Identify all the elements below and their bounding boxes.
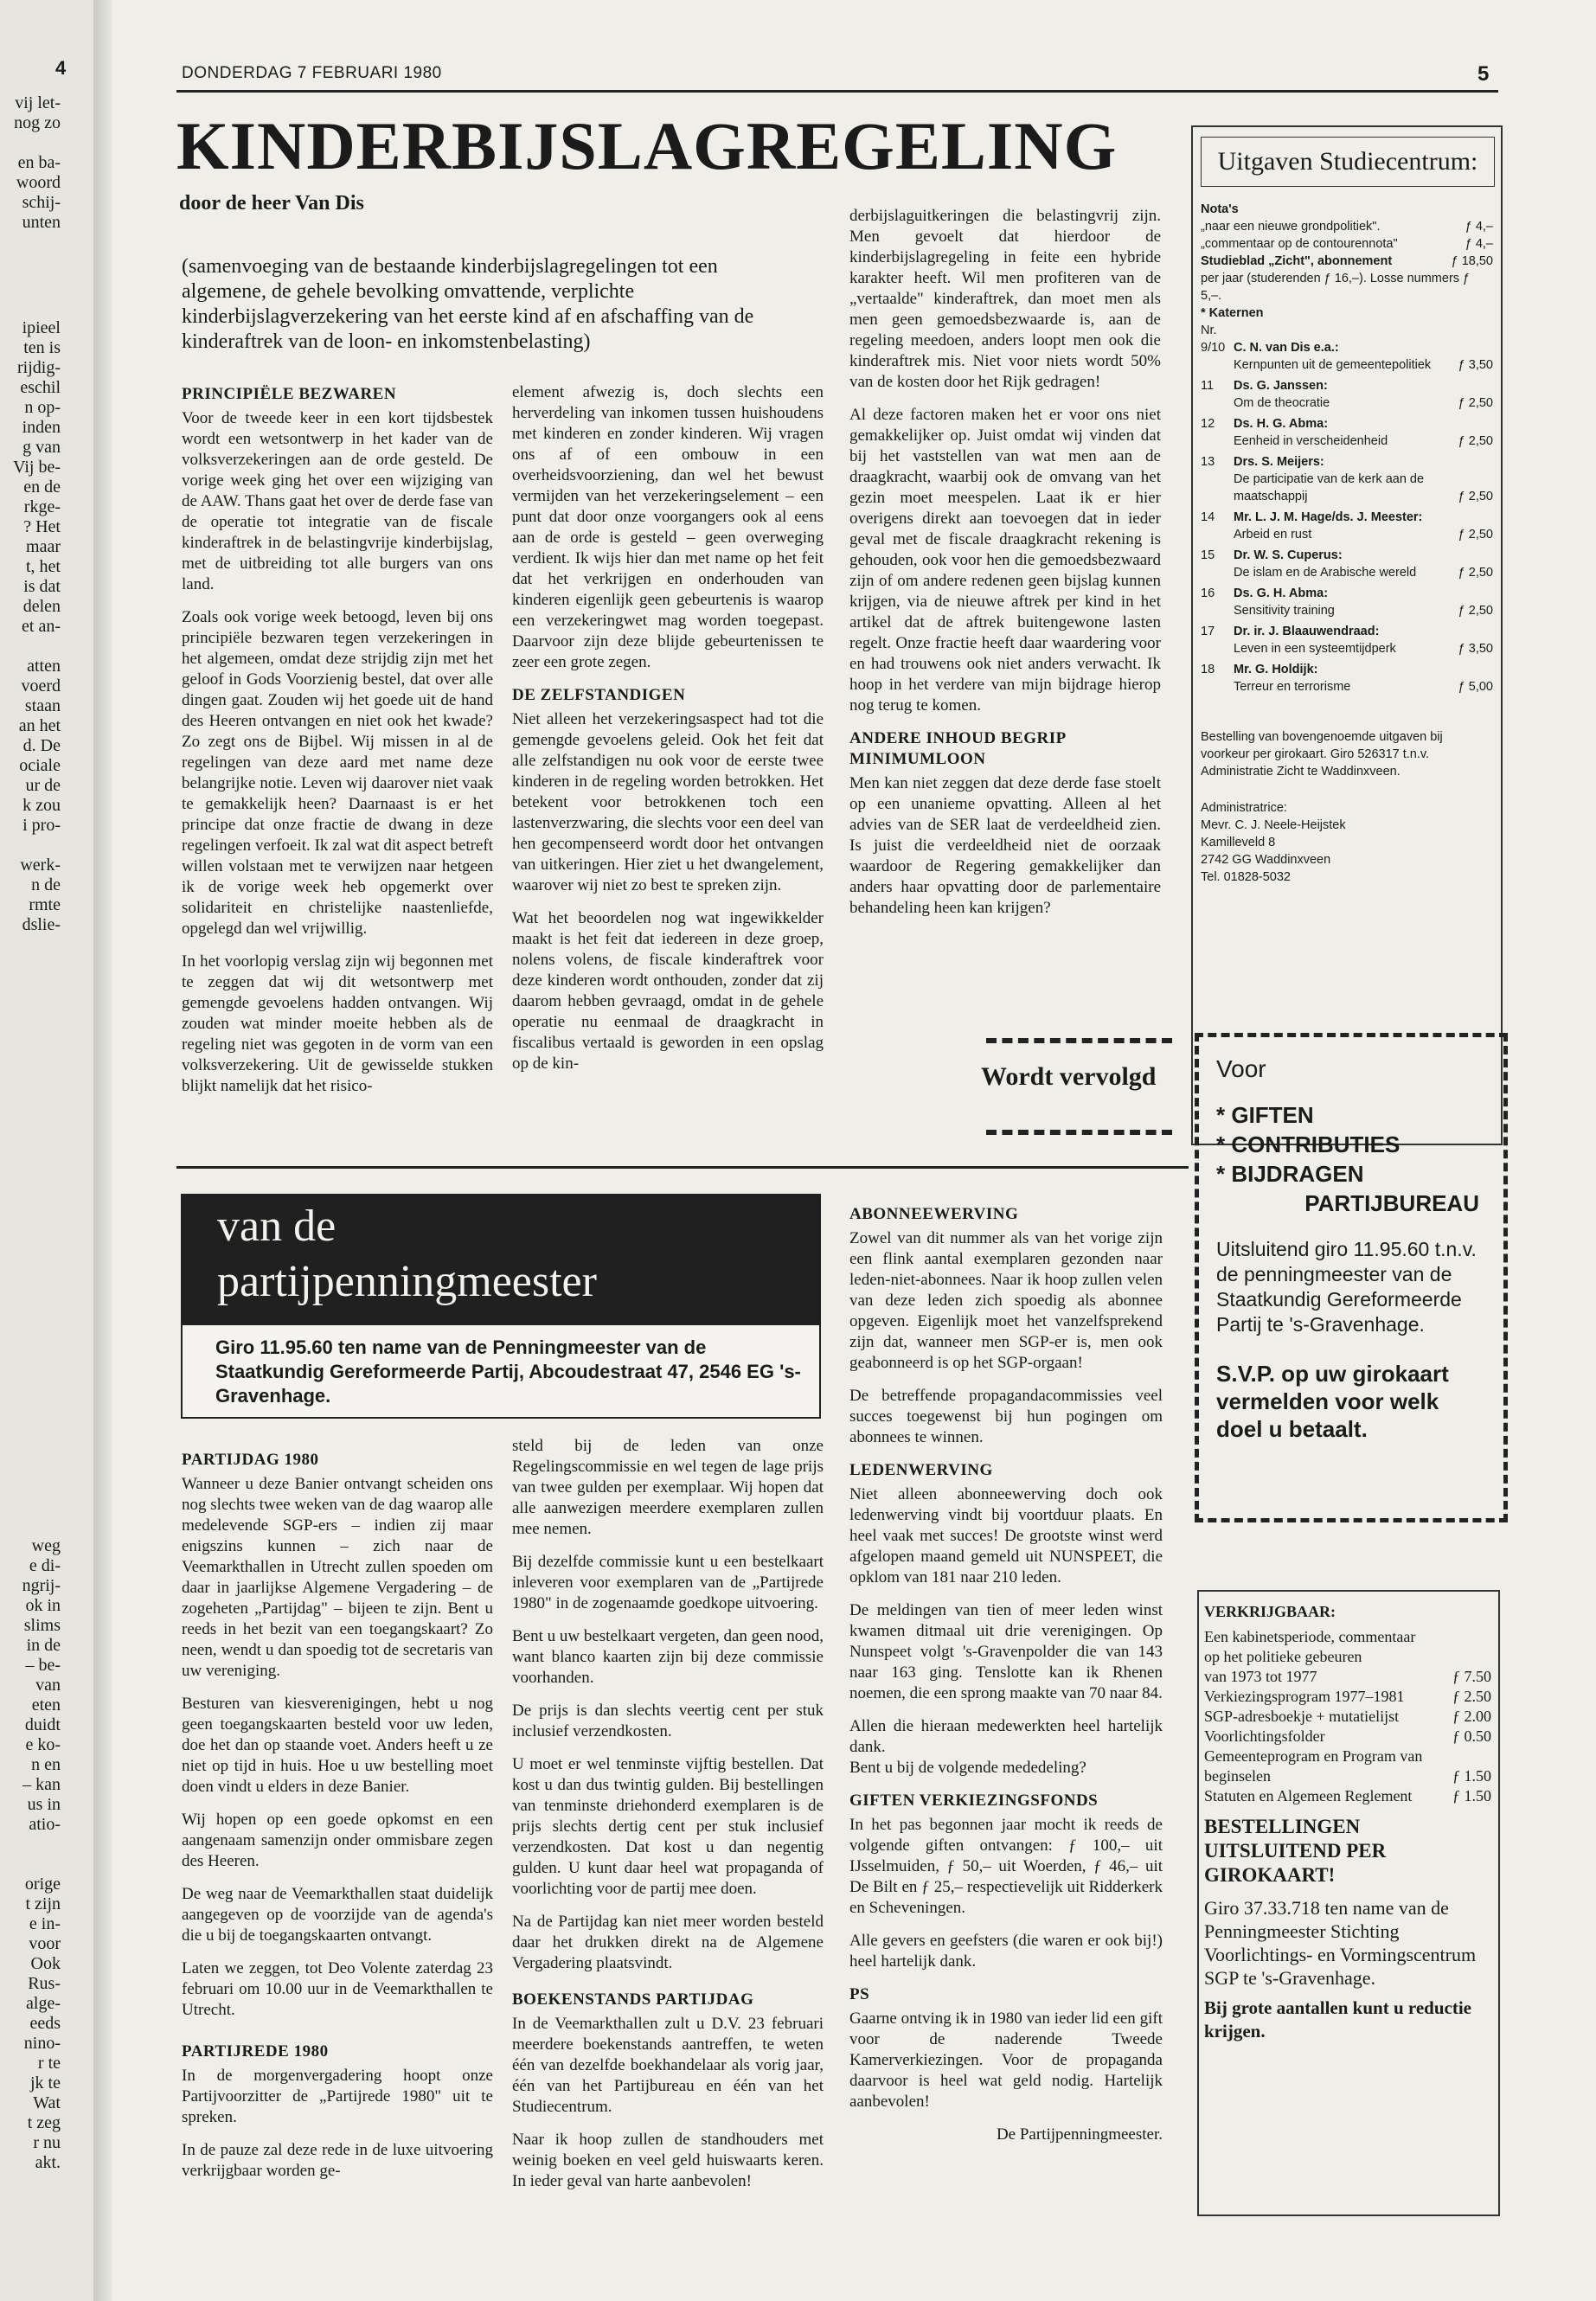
left-fragment: r te — [37, 2054, 61, 2073]
left-fragment: ipieel — [22, 318, 61, 337]
katern-text — [1234, 509, 1445, 543]
left-fragment: van — [35, 1676, 61, 1695]
katern-nr: 9/10 — [1201, 341, 1226, 355]
katern-title: De islam en de Arabische wereld — [1234, 566, 1417, 580]
penning-banner-line2: partijpenningmeester — [217, 1257, 597, 1306]
studieblad-note: per jaar (studerenden ƒ 16,–). Losse nummers ƒ 5,–. — [1201, 272, 1471, 303]
katern-item — [1201, 415, 1493, 450]
verkrijgbaar-item-price: ƒ 7.50 — [1452, 1668, 1491, 1685]
verkrijgbaar-bulk-text: Bij grote aantallen kunt u reductie krijgen. — [1204, 1997, 1471, 2041]
left-fragment: atio- — [29, 1815, 61, 1834]
katern-title: Leven in een systeemtijdperk — [1234, 642, 1396, 656]
voor-content — [1216, 1055, 1484, 1443]
list-item: Studieblad „Zicht", abonnement ƒ 18,50 — [1201, 254, 1493, 268]
verkrijgbaar-item-price: ƒ 1.50 — [1452, 1787, 1491, 1804]
voor-giro-text: Uitsluitend giro 11.95.60 t.n.v. de penningmeester van de Staatkundig Gereformeerde Partij te 's-Gravenhage. — [1216, 1238, 1477, 1336]
verkrijgbaar-item — [1204, 1786, 1491, 1806]
admin-line: Mevr. C. J. Neele-Heijstek — [1201, 818, 1346, 832]
left-fragment: i pro- — [22, 816, 61, 835]
left-fragment: eten — [31, 1695, 61, 1715]
left-fragment: an het — [18, 716, 61, 735]
katern-nr: 17 — [1201, 625, 1215, 638]
paragraph: In de pauze zal deze rede in de luxe uitvoering verkrijgbaar worden ge- — [182, 2141, 493, 2180]
left-fragment: eeds — [29, 2014, 61, 2033]
left-fragment: e ko- — [25, 1735, 61, 1754]
verkrijgbaar-content — [1204, 1602, 1491, 2043]
katern-author: Dr. ir. J. Blaauwendraad: — [1234, 625, 1380, 638]
paragraph: steld bij de leden van onze Regelingscommissie en wel tegen de lage prijs van twee gulden per exemplaar. Wij hopen dat alle aanwezigen meerdere exemplaren zullen mee nemen. — [512, 1437, 824, 1538]
katern-text — [1234, 623, 1445, 657]
left-fragment: jk te — [30, 2073, 61, 2093]
verkrijgbaar-item-price: ƒ 0.50 — [1452, 1727, 1491, 1745]
left-fragment: maar — [26, 537, 61, 556]
left-fragment: et an- — [22, 617, 61, 636]
left-fragment: e di- — [29, 1556, 61, 1575]
left-fragment: ngrij- — [22, 1576, 61, 1595]
paragraph: Gaarne ontving ik in 1980 van ieder lid een gift voor de naderende Tweede Kamerverkiezingen. Voor de propaganda daarvoor is heel wat geld nodig. Hartelijk aanbevolen! — [849, 2009, 1163, 2111]
section-heading: ABONNEEWERVING — [849, 1205, 1019, 1223]
paragraph: Alle gevers en geefsters (die waren er ook bij!) heel hartelijk dank. — [849, 1932, 1163, 1971]
left-fragment — [7, 836, 61, 856]
nr-label: Nr. — [1201, 324, 1217, 337]
katern-nr: 11 — [1201, 379, 1215, 393]
paragraph: Wanneer u deze Banier ontvangt scheiden ons nog slechts twee weken van de dag waarop alle medelevende SGP-ers – indien zij maar enigszins kunnen – zich naar de Veemarkthallen in Utrecht zullen spoeden om daar in jaarlijkse Algemene Vergadering – de zogeheten „Partijdag" – bijeen te zijn. Bent u reeds in het bezit van een toegangskaart? Zo neen, wendt u dan spoedig tot de secretaris van uw vereniging. — [182, 1475, 493, 1680]
left-fragment — [7, 637, 61, 657]
katern-price: ƒ 2,50 — [1458, 396, 1493, 410]
left-fragment: d. De — [22, 736, 61, 755]
verkrijgbaar-giro-text: Giro 37.33.718 ten name van de Penningmeester Stichting Voorlichtings- en Vormingscentrum SGP te 's-Gravenhage. — [1204, 1897, 1477, 1989]
left-fragment: ociale — [19, 756, 61, 775]
left-fragment: ur de — [25, 776, 61, 795]
penning-column-2 — [512, 1436, 824, 2204]
left-fragment: en de — [23, 478, 61, 497]
left-fragments-mid — [7, 318, 61, 935]
katern-author: Ds. G. H. Abma: — [1234, 586, 1329, 600]
paragraph: element afwezig is, doch slechts een herverdeling van inkomen tussen huishoudens met kinderen en zonder kinderen. Wij vragen ons af of een ombouw in een overheidsvoorziening, dan wel het bewust vermijden van het verzekeringselement – een punt dat door onze voorgangers ook al eens aan de orde is gesteld – geen overweging verdient. Ik wijs hier dan met name op het feit dat het verkrijgen en onderhouden van kinderen eigenlijk geen gebeurtenis is waarop een verzekeringwet mag worden toegepast. Daarvoor zijn deze blijde gebeurtenissen te zeer een grote zegen. — [512, 383, 824, 671]
left-fragment: weg — [31, 1536, 61, 1555]
left-fragment: en ba- — [17, 153, 61, 172]
left-fragment: schij- — [22, 193, 61, 212]
article-column-3 — [849, 206, 1161, 931]
paragraph: Bij dezelfde commissie kunt u een bestelkaart inleveren voor exemplaren van de „Partijrede 1980" in de zogenaamde goedkope uitvoering. — [512, 1553, 824, 1612]
section-divider — [176, 1166, 1189, 1169]
katern-author: Mr. G. Holdijk: — [1234, 663, 1318, 676]
left-fragment: in de — [26, 1636, 61, 1655]
verkrijgbaar-item — [1204, 1627, 1491, 1667]
katern-price: ƒ 3,50 — [1458, 642, 1493, 656]
left-fragment: werk- — [20, 856, 61, 875]
header-page-number: 5 — [1477, 62, 1490, 86]
katern-title: Eenheid in verscheidenheid — [1234, 434, 1388, 448]
katern-text — [1234, 547, 1445, 581]
verkrijgbaar-item-title: Voorlichtingsfolder — [1204, 1727, 1325, 1745]
verkrijgbaar-item-title: Gemeenteprogram en Program van beginselen — [1204, 1747, 1423, 1785]
katern-nr: 16 — [1201, 586, 1215, 600]
katern-text — [1234, 585, 1445, 619]
left-fragment: Ook — [30, 1954, 61, 1973]
katern-item — [1201, 339, 1493, 374]
paragraph: Besturen van kiesverenigingen, hebt u nog geen toegangskaarten besteld voor uw leden, doe het dan op staande voet. Anders heeft u ze niet op tijd in huis. Hoe u uw bestelling moet doen vindt u elders in deze Banier. — [182, 1695, 493, 1796]
left-fragment: – be- — [25, 1656, 61, 1675]
left-fragment: e in- — [29, 1914, 61, 1933]
verkrijgbaar-list — [1204, 1627, 1491, 1806]
header-rule — [176, 90, 1498, 93]
paragraph: In de Veemarkthallen zult u D.V. 23 februari meerdere boekenstands aantreffen, te weten één van dezelfde boekhandelaar als vorig jaar, één van het Partijbureau en één van het Studiecentrum. — [512, 2015, 824, 2116]
notas-label: Nota's — [1201, 202, 1239, 216]
left-fragments-low — [7, 1536, 61, 2173]
katern-title: Arbeid en rust — [1234, 528, 1312, 542]
continued-note: Wordt vervolgd — [981, 1062, 1157, 1091]
katern-nr: 18 — [1201, 663, 1215, 676]
paragraph: Laten we zeggen, tot Deo Volente zaterdag 23 februari om 10.00 uur in de Veemarkthallen te Utrecht. — [182, 1959, 493, 2019]
left-fragment: woord — [16, 173, 61, 192]
left-fragment: nog zo — [14, 113, 61, 132]
left-fragment: n de — [31, 875, 61, 894]
left-fragment: orige — [24, 1875, 61, 1894]
verkrijgbaar-item — [1204, 1727, 1491, 1747]
left-fragment: t, het — [26, 557, 61, 576]
studiecentrum-list — [1201, 201, 1493, 886]
katern-price: ƒ 3,50 — [1458, 358, 1493, 372]
left-fragment: is dat — [23, 577, 61, 596]
katern-title: Sensitivity training — [1234, 604, 1335, 618]
paragraph: De betreffende propagandacommissies veel succes toegewenst bij hun pogingen om abonnees te winnen. — [849, 1387, 1163, 1446]
verkrijgbaar-item-title: Verkiezingsprogram 1977–1981 — [1204, 1688, 1405, 1705]
left-fragment: ten is — [23, 338, 61, 357]
paragraph: Allen die hieraan medewerkten heel hartelijk dank. — [849, 1717, 1163, 1756]
left-fragment: delen — [22, 597, 61, 616]
section-heading: BOEKENSTANDS PARTIJDAG — [512, 1990, 754, 2009]
katern-item — [1201, 509, 1493, 543]
left-fragment: rijdig- — [17, 358, 61, 377]
left-page-strip — [0, 0, 95, 2301]
page-spine — [93, 0, 112, 2301]
admin-line: 2742 GG Waddinxveen — [1201, 853, 1331, 867]
left-fragment: atten — [27, 657, 61, 676]
left-fragment: vij let- — [15, 93, 61, 112]
katern-text — [1234, 453, 1445, 505]
left-fragment — [7, 1855, 61, 1875]
left-fragment: ? Het — [23, 517, 61, 536]
left-fragment: n op- — [24, 398, 61, 417]
admin-line: Kamilleveld 8 — [1201, 836, 1276, 849]
voor-item: * CONTRIBUTIES — [1216, 1131, 1401, 1157]
left-fragment: g van — [22, 438, 61, 457]
verkrijgbaar-title: VERKRIJGBAAR: — [1204, 1603, 1336, 1620]
left-fragment: duidt — [24, 1715, 61, 1734]
paragraph: Niet alleen het verzekeringsaspect had tot die gemengde gevoelens geleid. Ook het feit dat alle zelfstandigen nu ook voor de eerste twee kinderen in de regeling worden betrokken. Het betekent voor betrokkenen toch een lastenverzwaring, die slechts voor een deel van hen gecompenseerd wordt door het ontvangen van uitkeringen. Hier ziet u het dwangelement, waarover wij niet zo best te spreken zijn. — [512, 710, 824, 894]
verkrijgbaar-item-title: Een kabinetsperiode, commentaar op het politieke gebeuren — [1204, 1628, 1416, 1665]
katern-author: C. N. van Dis e.a.: — [1234, 341, 1339, 355]
katern-author: Drs. S. Meijers: — [1234, 455, 1324, 469]
left-fragment: voerd — [21, 676, 61, 695]
section-heading: DE ZELFSTANDIGEN — [512, 686, 686, 704]
voor-item: * GIFTEN — [1216, 1102, 1314, 1128]
paragraph: Men kan niet zeggen dat deze derde fase stoelt op een unanieme opvatting. Alleen al het advies van de SER laat de verdeeldheid zien. Is juist die verdeeldheid niet de oorzaak waardoor de Regering gemakkelijker dan anders haar opvatting door de parlementaire behandeling heen kan krijgen? — [849, 774, 1161, 917]
paragraph: De prijs is dan slechts veertig cent per stuk inclusief verzendkosten. — [512, 1702, 824, 1740]
voor-item: * BIJDRAGEN — [1216, 1161, 1364, 1187]
voor-item: PARTIJBUREAU — [1304, 1190, 1479, 1216]
left-fragment — [7, 1835, 61, 1855]
admin-line: Tel. 01828-5032 — [1201, 870, 1291, 884]
verkrijgbaar-item-price: ƒ 2.50 — [1452, 1688, 1491, 1705]
katern-item — [1201, 661, 1493, 695]
katern-item — [1201, 585, 1493, 619]
left-fragment: dslie- — [22, 915, 61, 934]
article-byline: door de heer Van Dis — [179, 192, 364, 215]
paragraph: Naar ik hoop zullen de standhouders met weinig boeken en veel geld huiswaarts keren. In ieder geval van harte aanbevolen! — [512, 2131, 824, 2190]
section-heading: PARTIJDAG 1980 — [182, 1451, 319, 1469]
penning-column-1 — [182, 1450, 493, 2194]
paragraph: Wij hopen op een goede opkomst en een aangenaam samenzijn onder ommisbare zegen des Heeren. — [182, 1811, 493, 1870]
left-fragment: voor — [29, 1934, 61, 1953]
voor-title: Voor — [1216, 1055, 1266, 1082]
katern-nr: 15 — [1201, 548, 1215, 562]
left-fragment: rkge- — [23, 497, 61, 516]
katern-text — [1234, 415, 1445, 450]
verkrijgbaar-item — [1204, 1687, 1491, 1707]
verkrijgbaar-item — [1204, 1667, 1491, 1687]
signature: De Partijpenningmeester. — [996, 2125, 1163, 2144]
katern-text — [1234, 661, 1445, 695]
paragraph: In het voorlopig verslag zijn wij begonnen met te zeggen dat wij dit wetsontwerp met gemengde gevoelens hadden ontvangen. Wij zouden wat minder moeite hebben als de regeling niet was gegoten in de vorm van een volksverzekering. Uit de gewisselde stukken blijkt namelijk dat het risico- — [182, 952, 493, 1095]
left-fragment: staan — [24, 696, 61, 715]
left-fragment: inden — [22, 418, 61, 437]
paragraph: In het pas begonnen jaar mocht ik reeds de volgende giften ontvangen: ƒ 100,– uit IJsselmuiden, ƒ 50,– uit Woerden, ƒ 46,– uit De Bilt en ƒ 25,– respectievelijk uit Ridderkerk en Scheveningen. — [849, 1816, 1163, 1917]
article-headline: KINDERBIJSLAGREGELING — [176, 108, 1118, 183]
katern-item — [1201, 623, 1493, 657]
admin-label: Administratrice: — [1201, 801, 1287, 815]
katern-price: ƒ 2,50 — [1458, 434, 1493, 448]
header-date: DONDERDAG 7 FEBRUARI 1980 — [182, 64, 442, 82]
left-fragment: unten — [22, 213, 61, 232]
left-fragment: nino- — [23, 2034, 61, 2053]
paragraph: Bent u uw bestelkaart vergeten, dan geen nood, want blanco kaarten zijn bij deze commissie voorhanden. — [512, 1627, 824, 1687]
katern-price: ƒ 2,50 — [1458, 604, 1493, 618]
paragraph: Al deze factoren maken het er voor ons niet gemakkelijker op. Juist omdat wij vinden dat bij het vaststellen van wat men aan de draagkracht, waarbij ook de omvang van het gezin moet meespelen. Laat ik er hier overigens direkt aan toevoegen dat in ieder geval met de fiscale draagkracht rekening is gehouden, ook voor hen die gemoedsbezwaard zijn of om andere redenen geen bijslag kunnen krijgen, via de nieuwe aftrek per kind in het artikel dat de aftrek buitengewone lasten regelt. Onze fractie heeft daar waardering voor en had trouwens ook niet anders verwacht. Ik hoop in het verdere van mijn bijdrage hierop nog terug te komen. — [849, 406, 1161, 715]
katernen-label: * Katernen — [1201, 306, 1264, 320]
left-fragment: n en — [31, 1755, 61, 1774]
verkrijgbaar-item-price: ƒ 1.50 — [1452, 1767, 1491, 1785]
katern-item — [1201, 377, 1493, 412]
dashed-rule-top — [986, 1038, 1172, 1043]
left-fragments-top — [7, 93, 61, 233]
paragraph: Zoals ook vorige week betoogd, leven bij ons principiële bezwaren tegen verzekeringen in het algemeen, omdat deze strijdig zijn met het geloof in Gods Voorzienig bestel, dat over alle dingen gaat. Zouden wij het goede uit de hand des Heeren ontvangen en niet ook het kwade? Zo zegt ons de Bijbel. Wij missen in al de regelingen van deze aard met name deze belangrijke notie. Leven wij daarover niet vaak te gemakkelijk heen? Daarnaast is er het principe dat onze fractie de dwang in deze regelingen verfoeit. Ik zal wat dit aspect betreft willen volstaan met te verwijzen naar hetgeen ik de vorige week heb opgemerkt over solidariteit en christelijke naastenliefde, opgelegd dan wel vrijwillig. — [182, 608, 493, 938]
paragraph: De meldingen van tien of meer leden winst kwamen ditmaal uit drie verenigingen. Op Nunspeet volgt 's-Gravenpolder die van 143 naar 163 ging. Tenslotte kan ik Rhenen noemen, die een sprong maakte van 70 naar 84. — [849, 1601, 1163, 1702]
dashed-rule-bottom — [986, 1130, 1172, 1135]
section-heading: PRINCIPIËLE BEZWAREN — [182, 385, 397, 403]
left-fragment: alge- — [26, 1994, 61, 2013]
katern-author: Dr. W. S. Cuperus: — [1234, 548, 1343, 562]
paragraph: Wat het beoordelen nog wat ingewikkelder maakt is het feit dat iedereen in deze groep, nolens volens, de fiscale kinderaftrek voor deze kinderen wordt onthouden, zonder dat zij daarom hebben gevraagd, omdat in de gehele operatie nu eenmaal de draagkracht in fiscalibus vertaald is geworden in een opslag op de kin- — [512, 909, 824, 1073]
left-fragment: k zou — [22, 796, 61, 815]
verkrijgbaar-order-heading: BESTELLINGEN UITSLUITEND PER GIROKAART! — [1204, 1816, 1387, 1886]
katern-item — [1201, 453, 1493, 505]
section-heading: LEDENWERVING — [849, 1461, 993, 1479]
paragraph: Na de Partijdag kan niet meer worden besteld daar het drukken direkt na de Algemene Vergadering plaatsvindt. — [512, 1913, 824, 1972]
penning-giro-box — [181, 1324, 821, 1419]
list-item: „commentaar op de contourennota" ƒ 4,– — [1201, 237, 1493, 251]
section-heading: ANDERE INHOUD BEGRIP MINIMUMLOON — [849, 729, 1066, 768]
paragraph: Voor de tweede keer in een kort tijdsbestek wordt een wetsontwerp in het kader van de volksverzekeringen aan de orde gesteld. De vorige week ging het over een wijziging van de AAW. Thans gaat het over de derde fase van de operatie tot integratie van de fiscale kinderaftrek in de belastingvrije kinderbijslag, met de uitbreiding tot alle burgers van ons land. — [182, 409, 493, 593]
list-item: „naar een nieuwe grondpolitiek". ƒ 4,– — [1201, 220, 1493, 234]
katern-title: Terreur en terrorisme — [1234, 680, 1351, 694]
verkrijgbaar-item — [1204, 1747, 1491, 1786]
section-heading: PARTIJREDE 1980 — [182, 2042, 329, 2061]
left-fragment: t zijn — [25, 1894, 61, 1913]
article-column-1 — [182, 384, 493, 1109]
left-fragment: us in — [27, 1795, 61, 1814]
penning-column-3 — [849, 1204, 1163, 2145]
article-intro: (samenvoeging van de bestaande kinderbijslagregelingen tot een algemene, de gehele bevolking omvattende, verplichte kinderbijslagverzekering van het eerste kind af en afschaffing van de kinderaftrek van de loon- en inkomstenbelasting) — [182, 255, 754, 353]
section-heading: GIFTEN VERKIEZINGSFONDS — [849, 1791, 1099, 1810]
katern-nr: 12 — [1201, 417, 1215, 431]
katernen-list — [1201, 339, 1493, 695]
verkrijgbaar-item-price: ƒ 2.00 — [1452, 1708, 1491, 1725]
katern-text — [1234, 339, 1445, 374]
paragraph: In de morgenvergadering hoopt onze Partijvoorzitter de „Partijrede 1980" uit te spreken. — [182, 2067, 493, 2126]
order-note: Bestelling van bovengenoemde uitgaven bij voorkeur per girokaart. Giro 526317 t.n.v. Administratie Zicht te Waddinxveen. — [1201, 730, 1443, 779]
katern-title: Kernpunten uit de gemeentepolitiek — [1234, 358, 1432, 372]
left-page-number: 4 — [55, 57, 67, 79]
katern-title: De participatie van de kerk aan de maatschappij — [1234, 472, 1425, 503]
katern-price: ƒ 2,50 — [1458, 566, 1493, 580]
left-fragment: – kan — [22, 1775, 61, 1794]
verkrijgbaar-item-title: van 1973 tot 1977 — [1204, 1668, 1317, 1685]
left-fragment: t zeg — [27, 2113, 61, 2132]
katern-title: Om de theocratie — [1234, 396, 1330, 410]
left-fragment: r nu — [33, 2133, 61, 2152]
left-fragment: slims — [23, 1616, 61, 1635]
penning-banner-line1: van de — [217, 1202, 337, 1251]
penning-banner — [181, 1194, 821, 1324]
katern-price: ƒ 2,50 — [1458, 490, 1493, 503]
left-fragment: rmte — [29, 895, 61, 914]
paragraph: Bent u bij de volgende mededeling? — [849, 1759, 1086, 1777]
katern-author: Ds. G. Janssen: — [1234, 379, 1328, 393]
left-fragment: Wat — [33, 2093, 61, 2112]
left-fragment: eschil — [20, 378, 61, 397]
verkrijgbaar-item-title: SGP-adresboekje + mutatielijst — [1204, 1708, 1400, 1725]
katern-author: Mr. L. J. M. Hage/ds. J. Meester: — [1234, 510, 1423, 524]
katern-item — [1201, 547, 1493, 581]
katern-text — [1234, 377, 1445, 412]
verkrijgbaar-item-title: Statuten en Algemeen Reglement — [1204, 1787, 1413, 1804]
katern-nr: 14 — [1201, 510, 1215, 524]
section-heading: PS — [849, 1985, 870, 2003]
katern-price: ƒ 5,00 — [1458, 680, 1493, 694]
paragraph: derbijslaguitkeringen die belastingvrij zijn. Men gevoelt dat hierdoor de kinderbijslagregeling in feite een hybride karakter heeft. Wil men profiteren van de „vertaalde" kinderaftrek, dan moet men als men geen gemoedsbezwaarde is, aan de regeling meedoen, anders loopt men ook die kinderaftrek mis. Niet voor niets wordt 50% van de kosten door het Rijk gedragen! — [849, 207, 1161, 391]
left-fragment: akt. — [35, 2153, 61, 2172]
article-column-2 — [512, 382, 824, 1086]
katern-nr: 13 — [1201, 455, 1215, 469]
left-fragment — [7, 133, 61, 153]
left-fragment: Rus- — [28, 1974, 61, 1993]
studiecentrum-title: Uitgaven Studiecentrum: — [1201, 137, 1495, 187]
katern-author: Ds. H. G. Abma: — [1234, 417, 1329, 431]
paragraph: De weg naar de Veemarkthallen staat duidelijk aangegeven op de voorzijde van de agenda's die u bij de toegangskaarten ontvangt. — [182, 1885, 493, 1945]
paragraph: U moet er wel tenminste vijftig bestellen. Dat kost u dan dus twintig gulden. Bij bestellingen van tenminste driehonderd exemplaren is de prijs slechts dertig cent per stuk inclusief verzendkosten. Dat kost u dan negentig gulden. U kunt daar heel wat propaganda of voorlichting voor de partij mee doen. — [512, 1755, 824, 1898]
paragraph: Zowel van dit nummer als van het vorige zijn een flink aantal exemplaren gezonden naar leden-niet-abonnees. Naar ik hoop zullen velen van deze leden zich spoedig als abonnee opgeven. Eigenlijk moet het vanzelfsprekend zijn dat, wanneer men SGP-er is, men ook geabonneerd is op het SGP-orgaan! — [849, 1229, 1163, 1372]
paragraph: Niet alleen abonneewerving doch ook ledenwerving vindt bij voortduur plaats. En heel vaak met succes! De grootste winst werd afgelopen maand gemeld uit NUNSPEET, die opklom van 181 naar 210 leden. — [849, 1485, 1163, 1586]
left-fragment: ok in — [25, 1596, 61, 1615]
penning-giro-text: Giro 11.95.60 ten name van de Penningmeester van de Staatkundig Gereformeerde Partij, Abcoudestraat 47, 2546 EG 's-Gravenhage. — [215, 1336, 801, 1407]
voor-svp-text: S.V.P. op uw girokaart vermelden voor welk doel u betaalt. — [1216, 1361, 1449, 1442]
verkrijgbaar-item — [1204, 1707, 1491, 1727]
katern-price: ƒ 2,50 — [1458, 528, 1493, 542]
left-fragment: Vij be- — [13, 458, 61, 477]
